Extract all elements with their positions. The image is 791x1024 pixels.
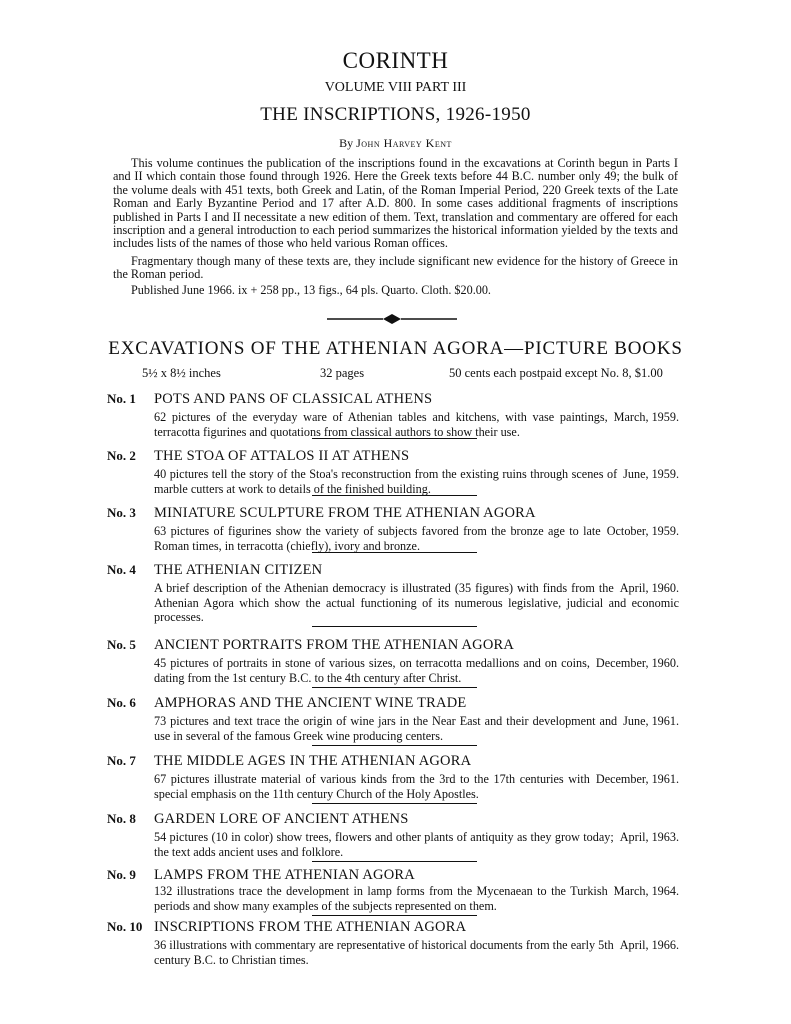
book-date: April, 1966. xyxy=(619,938,679,952)
book-date: December, 1960. xyxy=(595,656,679,670)
book-description: December, 1961. 67 pictures illustrate material of various kinds from the 3rd to the 17th centuries with special emphasis on the 11th century Church of the Holy Apostles. xyxy=(154,772,679,801)
book-date: April, 1963. xyxy=(619,830,679,844)
book-date: March, 1964. xyxy=(613,884,679,898)
entry-rule xyxy=(312,803,477,804)
book-date: October, 1959. xyxy=(606,524,679,538)
book-description: October, 1959. 63 pictures of figurines show the variety of subjects favored from the bronze age to late Roman times, in terracotta (chiefly), ivory and bronze. xyxy=(154,524,679,553)
book-title: THE STOA OF ATTALOS II AT ATHENS xyxy=(154,448,410,464)
book-date: June, 1961. xyxy=(623,714,679,728)
entry-rule xyxy=(312,626,477,627)
book-date: December, 1961. xyxy=(595,772,679,786)
book-number: No. 8 xyxy=(107,811,136,826)
description-paragraph: This volume continues the publication of the inscriptions found in the excavations at Corinth begun in Parts I and II which contain those found through 1926. Here the Greek texts before 44 B.C. number only 49; the bulk of the volume deals with 451 texts, both Greek and Latin, of the Roman Imperial Period, 220 Greek texts of the Late Roman and Early Byzantine Period and 17 after A.D. 800. In some cases additional fragments of inscriptions published in Parts I and II necessitate a new edition of them. Text, translation and commentary are offered for each inscription and a general introduction to each period summarizes the historical information yielded by the texts and includes lists of the names of those who held various Roman offices. xyxy=(113,156,678,251)
book-number: No. 7 xyxy=(107,753,136,768)
book-title: THE ATHENIAN CITIZEN xyxy=(154,562,323,578)
book-date: March, 1959. xyxy=(613,410,679,424)
by-label: By xyxy=(339,136,354,150)
book-title: POTS AND PANS OF CLASSICAL ATHENS xyxy=(154,391,433,407)
book-title: LAMPS FROM THE ATHENIAN AGORA xyxy=(154,867,415,883)
book-description: April, 1960. A brief description of the Athenian democracy is illustrated (35 figures) with finds from the Athenian Agora which show the actual functioning of its numerous legislative, judicial and economic processes. xyxy=(154,581,679,624)
book-description: June, 1959. 40 pictures tell the story of the Stoa's reconstruction from the existing ruins through scenes of marble cutters at work to details of the finished building. xyxy=(154,467,679,496)
publication-info: Published June 1966. ix + 258 pp., 13 figs., 64 pls. Quarto. Cloth. $20.00. xyxy=(131,283,491,297)
entry-rule xyxy=(312,915,477,916)
book-number: No. 4 xyxy=(107,562,136,577)
book-description: April, 1966. 36 illustrations with commentary are representative of historical documents from the early 5th century B.C. to Christian times. xyxy=(154,938,679,967)
book-title: INSCRIPTIONS FROM THE ATHENIAN AGORA xyxy=(154,919,467,935)
description-paragraph: Fragmentary though many of these texts are, they include significant new evidence for the history of Greece in the Roman period. xyxy=(113,254,678,282)
book-number: No. 10 xyxy=(107,919,143,934)
book-number: No. 9 xyxy=(107,867,136,882)
book-title: AMPHORAS AND THE ANCIENT WINE TRADE xyxy=(154,695,467,711)
entry-rule xyxy=(312,552,477,553)
book-date: June, 1959. xyxy=(623,467,679,481)
series-title: EXCAVATIONS OF THE ATHENIAN AGORA—PICTURE BOOKS xyxy=(108,338,683,359)
book-number: No. 2 xyxy=(107,448,136,463)
entry-rule xyxy=(312,861,477,862)
ornament-divider-icon xyxy=(327,312,457,326)
book-number: No. 5 xyxy=(107,637,136,652)
book-number: No. 3 xyxy=(107,505,136,520)
book-description: March, 1959. 62 pictures of the everyday ware of Athenian tables and kitchens, with vase paintings, terracotta figurines and quotations from classical authors to show their use. xyxy=(154,410,679,439)
book-number: No. 1 xyxy=(107,391,136,406)
book-number: No. 6 xyxy=(107,695,136,710)
book-title: THE MIDDLE AGES IN THE ATHENIAN AGORA xyxy=(154,753,472,769)
book-title: MINIATURE SCULPTURE FROM THE ATHENIAN AGORA xyxy=(154,505,536,521)
author-line xyxy=(0,136,791,151)
volume-line: VOLUME VIII PART III xyxy=(324,80,467,95)
book-description: April, 1963. 54 pictures (10 in color) show trees, flowers and other plants of antiquity as they grow today; the text adds ancient uses and folklore. xyxy=(154,830,679,859)
series-pages: 32 pages xyxy=(320,366,365,380)
entry-rule xyxy=(312,495,477,496)
book-description: March, 1964. 132 illustrations trace the development in lamp forms from the Mycenaean to the Turkish periods and show many examples of the subjects represented on them. xyxy=(154,884,679,913)
book-date: April, 1960. xyxy=(619,581,679,595)
series-specs xyxy=(142,366,682,382)
book-title: GARDEN LORE OF ANCIENT ATHENS xyxy=(154,811,409,827)
main-title: CORINTH xyxy=(342,48,449,73)
volume-subtitle: THE INSCRIPTIONS, 1926-1950 xyxy=(260,104,531,125)
entry-rule xyxy=(312,438,477,439)
entry-rule xyxy=(312,687,477,688)
series-price: 50 cents each postpaid except No. 8, $1.00 xyxy=(449,366,663,380)
series-size: 5½ x 8½ inches xyxy=(142,366,221,380)
book-description: June, 1961. 73 pictures and text trace the origin of wine jars in the Near East and their development and use in several of the famous Greek wine producing centers. xyxy=(154,714,679,743)
author-name: John Harvey Kent xyxy=(356,136,452,150)
entry-rule xyxy=(312,745,477,746)
book-title: ANCIENT PORTRAITS FROM THE ATHENIAN AGORA xyxy=(154,637,515,653)
book-description: December, 1960. 45 pictures of portraits in stone of various sizes, on terracotta medallions and on coins, dating from the 1st century B.C. to the 4th century after Christ. xyxy=(154,656,679,685)
